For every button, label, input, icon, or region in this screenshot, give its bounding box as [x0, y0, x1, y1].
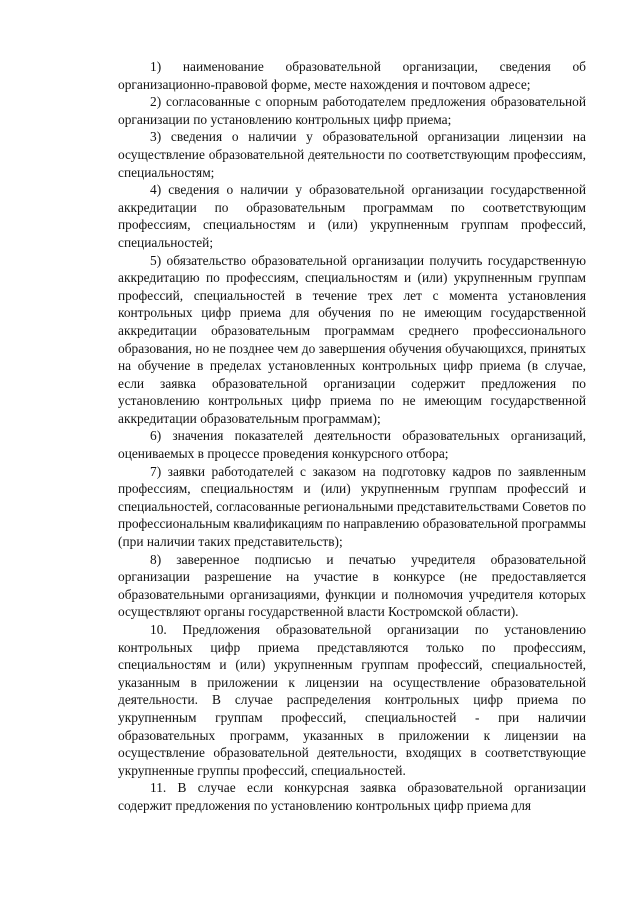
- paragraph-item-2: 2) согласованные с опорным работодателем предложения образовательной организации по установлению контрольных цифр приема;: [118, 94, 586, 127]
- paragraph-item-8: 8) заверенное подписью и печатью учредителя образовательной организации разрешение на участие в конкурсе (не предоставляется образовательными организациями, функции и полномочия учредителя которых осуществляют органы государственной власти Костромской области).: [118, 551, 586, 620]
- paragraph-item-3: 3) сведения о наличии у образовательной организации лицензии на осуществление образовательной деятельности по соответствующим профессиям, специальностям;: [118, 129, 586, 180]
- paragraph-item-6: 6) значения показателей деятельности образовательных организаций, оцениваемых в процессе проведения конкурсного отбора;: [118, 428, 586, 462]
- paragraph-section-11: 11. В случае если конкурсная заявка образовательной организации содержит предложения по установлению контрольных цифр приема для: [118, 780, 586, 813]
- paragraph-section-10: 10. Предложения образовательной организации по установлению контрольных цифр приема представляются только по профессиям, специальностям и (или) укрупненным группам профессий, специальностей, указанным в приложении к лицензии на осуществление образовательной деятельности. В случае распределения контрольных цифр приема по укрупненным группам профессий, специальностей - при наличии образовательных программ, указанных в приложении к лицензии на осуществление образовательной деятельности, входящих в соответствующие укрупненные группы профессий, специальностей.: [118, 622, 586, 778]
- paragraph-item-5: 5) обязательство образовательной организации получить государственную аккредитацию по профессиям, специальностям и (или) укрупненным группам профессий, специальностей в течение трех лет с момента установления контрольных цифр приема для обучения по не имеющим государственной аккредитации образовательным программам среднего профессионального образования, но не позднее чем до завершения обучения обучающихся, принятых на обучение в пределах установленных контрольных цифр приема (в случае, если заявка образовательной организации содержит предложения по установлению контрольных цифр приема по не имеющим государственной аккредитации образовательным программам);: [118, 252, 586, 426]
- paragraph-item-1: 1) наименование образовательной организации, сведения об организационно-правовой форме, месте нахождения и почтовом адресе;: [118, 59, 586, 92]
- paragraph-item-7: 7) заявки работодателей с заказом на подготовку кадров по заявленным профессиям, специальностям и (или) укрупненным группам профессий и специальностей, согласованные региональными представительствами Советов по профессиональным квалификациям по направлению образовательной программы (при наличии таких представительств);: [118, 463, 587, 550]
- paragraph-item-4: 4) сведения о наличии у образовательной организации государственной аккредитации по образовательным программам по соответствующим профессиям, специальностям и (или) укрупненным группам профессий, специальностей;: [118, 182, 586, 250]
- document-body: [118, 58, 586, 815]
